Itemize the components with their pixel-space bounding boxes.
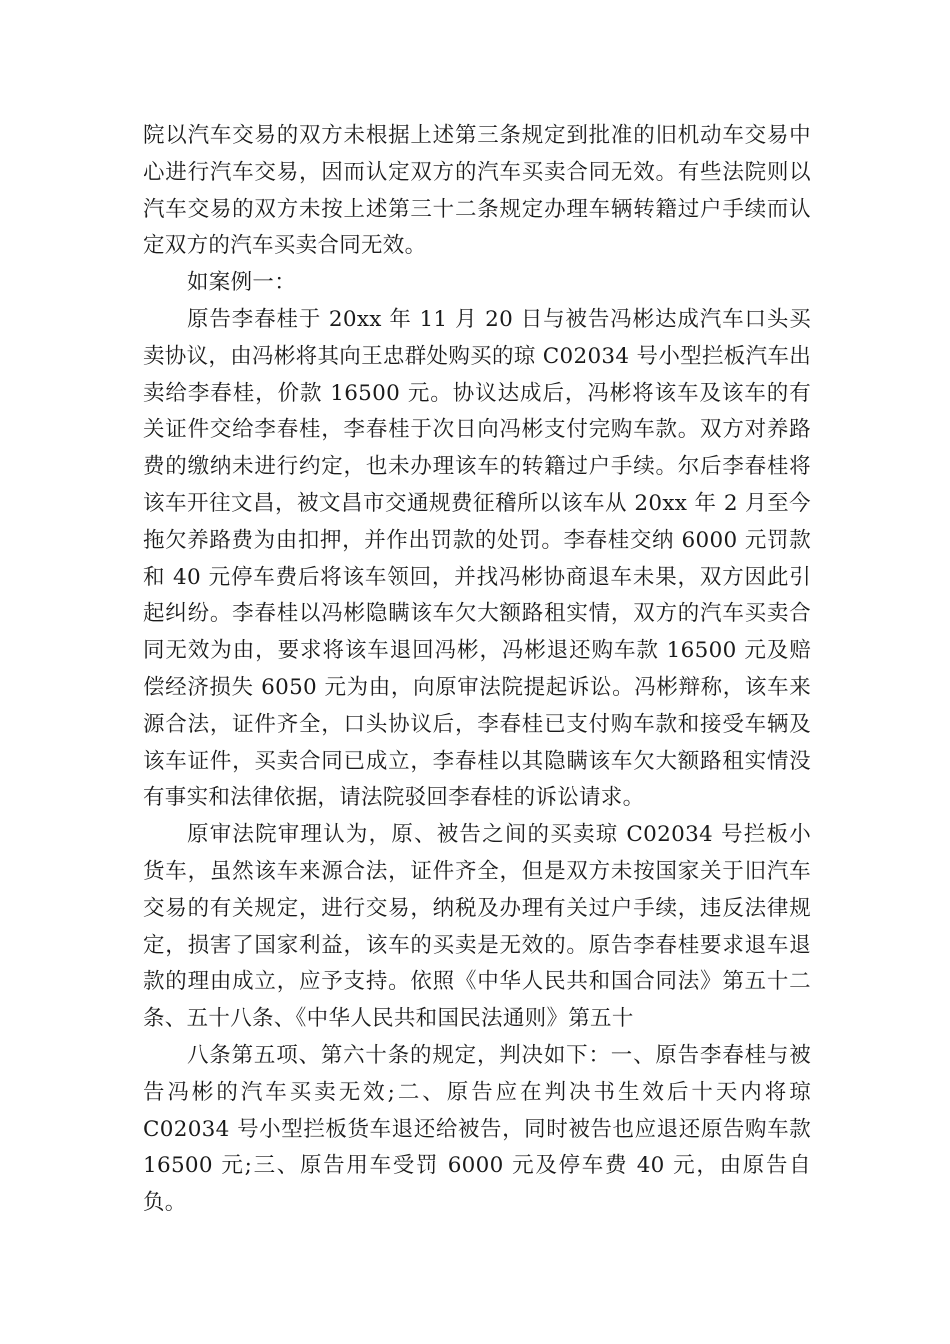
document-body <box>143 118 811 1222</box>
paragraph-case-intro: 如案例一： <box>187 270 297 296</box>
paragraph-court-opinion: 原审法院审理认为，原、被告之间的买卖琼 C02034 号拦板小货车，虽然该车来源合法，证件齐全，但是双方未按国家关于旧汽车交易的有关规定，进行交易，纳税及办理有关过户手续，违反法律规定，损害了国家利益，该车的买卖是无效的。原告李春桂要求退车退款的理由成立，应予支持。依照《中华人民共和国合同法》第五十二条、五十八条、《中华人民共和国民法通则》第五十 <box>143 822 811 1032</box>
paragraph-continued: 院以汽车交易的双方未根据上述第三条规定到批准的旧机动车交易中心进行汽车交易，因而认定双方的汽车买卖合同无效。有些法院则以汽车交易的双方未按上述第三十二条规定办理车辆转籍过户手续而认定双方的汽车买卖合同无效。 <box>143 123 811 259</box>
paragraph-judgment: 八条第五项、第六十条的规定，判决如下：一、原告李春桂与被告冯彬的汽车买卖无效;二、原告应在判决书生效后十天内将琼 C02034 号小型拦板货车退还给被告，同时被告也应退还原告购车款 16500 元;三、原告用车受罚 6000 元及停车费 40 元，由原告自负。 <box>143 1042 811 1216</box>
paragraph-case-facts: 原告李春桂于 20xx 年 11 月 20 日与被告冯彬达成汽车口头买卖协议，由冯彬将其向王忠群处购买的琼 C02034 号小型拦板汽车出卖给李春桂，价款 16500 元。协议达成后，冯彬将该车及该车的有关证件交给李春桂，李春桂于次日向冯彬支付完购车款。双方对养路费的缴纳未进行约定，也未办理该车的转籍过户手续。尔后李春桂将该车开往文昌，被文昌市交通规费征稽所以该车从 20xx 年 2 月至今拖欠养路费为由扣押，并作出罚款的处罚。李春桂交纳 6000 元罚款和 40 元停车费后将该车领回，并找冯彬协商退车未果，双方因此引起纠纷。李春桂以冯彬隐瞒该车欠大额路租实情，双方的汽车买卖合同无效为由，要求将该车退回冯彬，冯彬退还购车款 16500 元及赔偿经济损失 6050 元为由，向原审法院提起诉讼。冯彬辩称，该车来源合法，证件齐全，口头协议后，李春桂已支付购车款和接受车辆及该车证件，买卖合同已成立，李春桂以其隐瞒该车欠大额路租实情没有事实和法律依据，请法院驳回李春桂的诉讼请求。 <box>143 306 811 811</box>
